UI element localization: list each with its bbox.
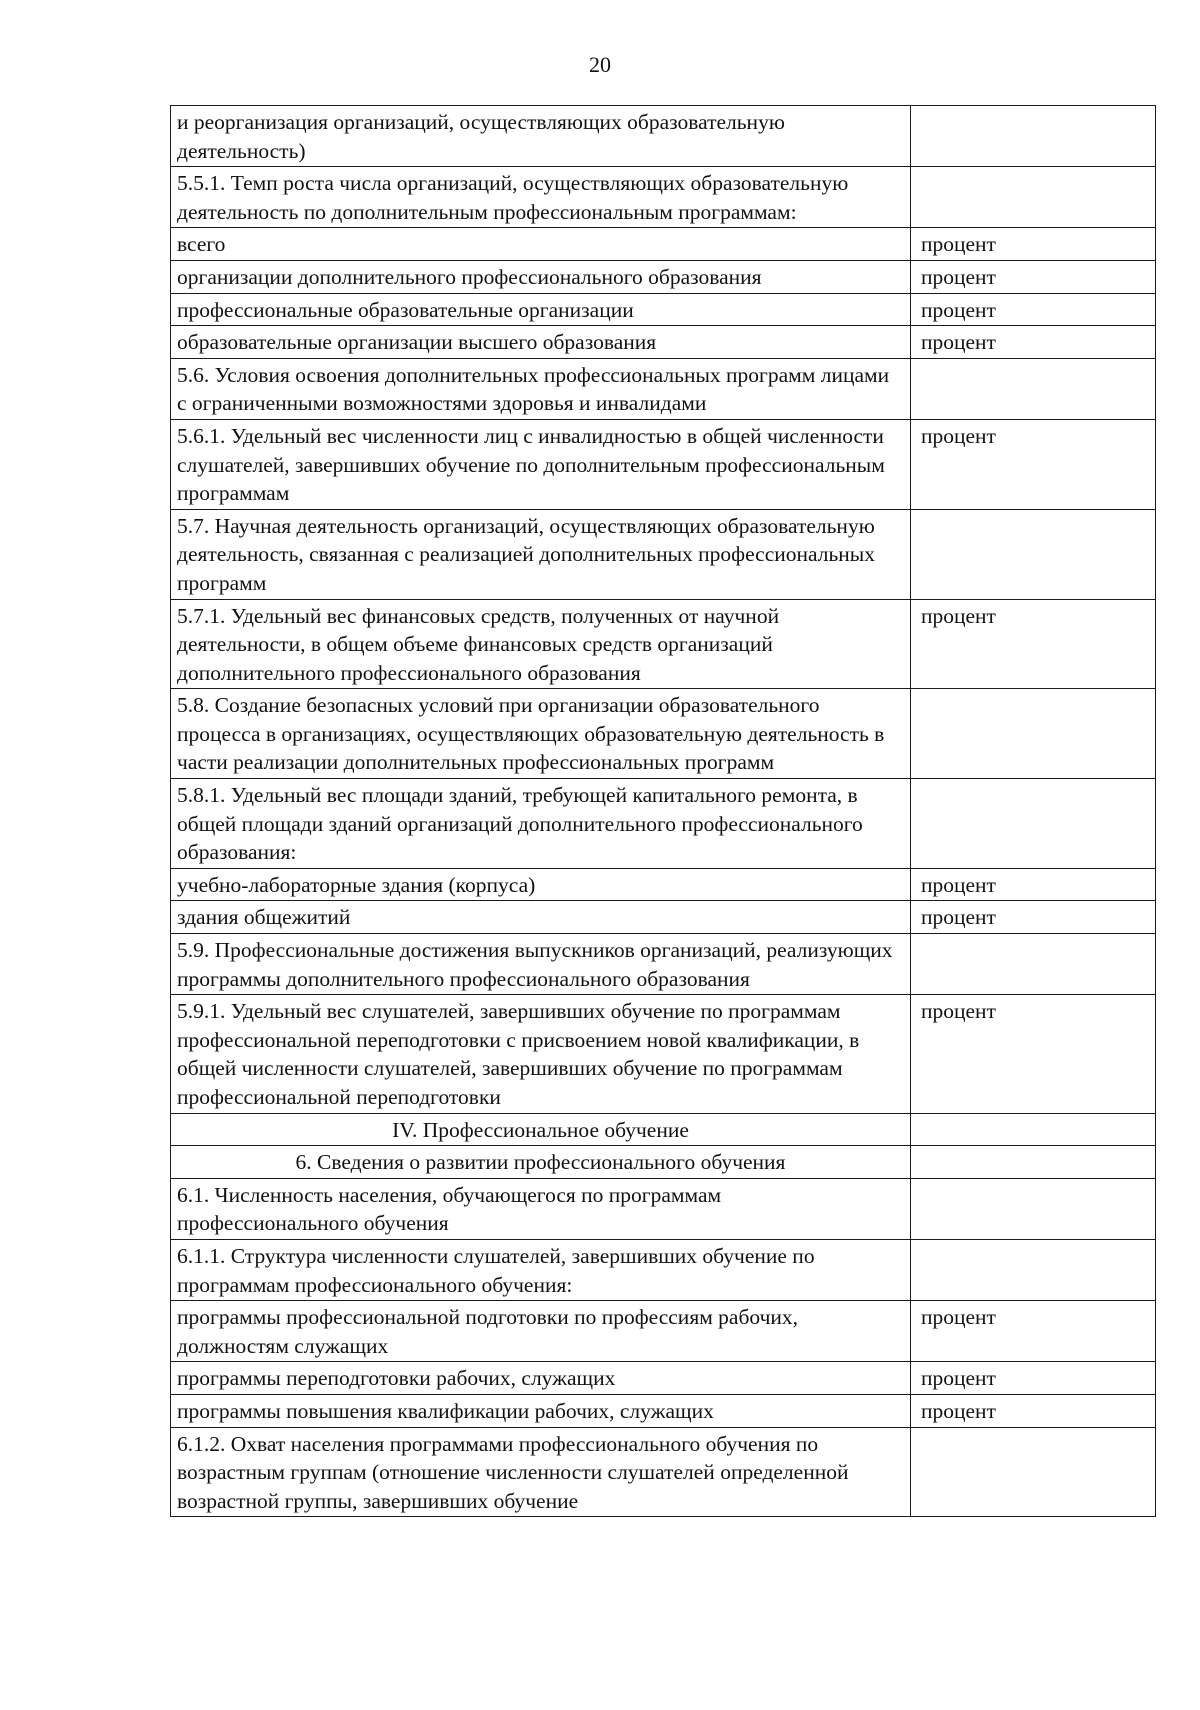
section-heading: 6. Сведения о развитии профессионального обучения: [171, 1146, 911, 1179]
indicator-name: профессиональные образовательные организации: [171, 293, 911, 326]
indicators-table: [170, 105, 1156, 1517]
indicator-unit: процент: [911, 419, 1156, 509]
indicator-unit: [911, 779, 1156, 869]
indicator-unit: [911, 1113, 1156, 1146]
indicator-unit: процент: [911, 1394, 1156, 1427]
indicator-name: 6.1.1. Структура численности слушателей, завершивших обучение по программам профессионального обучения:: [171, 1239, 911, 1300]
table-row: [171, 228, 1156, 261]
table-row: [171, 1239, 1156, 1300]
indicator-unit: процент: [911, 1362, 1156, 1395]
indicator-name: 5.9. Профессиональные достижения выпускников организаций, реализующих программы дополнительного профессионального образования: [171, 934, 911, 995]
indicator-unit: процент: [911, 1301, 1156, 1362]
indicator-name: 6.1. Численность населения, обучающегося по программам профессионального обучения: [171, 1178, 911, 1239]
table-row: [171, 1362, 1156, 1395]
indicator-unit: процент: [911, 326, 1156, 359]
indicator-unit: [911, 934, 1156, 995]
indicator-name: 5.8.1. Удельный вес площади зданий, требующей капитального ремонта, в общей площади зданий организаций дополнительного профессионального образования:: [171, 779, 911, 869]
section-heading-row: [171, 1146, 1156, 1179]
table-row: [171, 1301, 1156, 1362]
indicator-unit: процент: [911, 293, 1156, 326]
indicator-name: 5.7. Научная деятельность организаций, осуществляющих образовательную деятельность, связанная с реализацией дополнительных профессиональных программ: [171, 509, 911, 599]
table-row: [171, 509, 1156, 599]
table-row: [171, 901, 1156, 934]
indicator-name: организации дополнительного профессионального образования: [171, 260, 911, 293]
indicator-name: учебно-лабораторные здания (корпуса): [171, 868, 911, 901]
indicator-unit: процент: [911, 901, 1156, 934]
indicator-name: всего: [171, 228, 911, 261]
indicator-unit: [911, 689, 1156, 779]
table-row: [171, 293, 1156, 326]
table-row: [171, 358, 1156, 419]
table-row: [171, 260, 1156, 293]
page-number: 20: [589, 52, 611, 77]
indicator-name: образовательные организации высшего образования: [171, 326, 911, 359]
indicator-unit: процент: [911, 260, 1156, 293]
table-row: [171, 1178, 1156, 1239]
indicator-unit: процент: [911, 868, 1156, 901]
section-heading-row: [171, 1113, 1156, 1146]
table-row: [171, 167, 1156, 228]
table-row: [171, 1427, 1156, 1517]
table-row: [171, 868, 1156, 901]
indicator-name: 5.9.1. Удельный вес слушателей, завершивших обучение по программам профессиональной переподготовки с присвоением новой квалификации, в общей численности слушателей, завершивших обучение по программам профессиональной переподготовки: [171, 995, 911, 1113]
indicator-name: программы профессиональной подготовки по профессиям рабочих, должностям служащих: [171, 1301, 911, 1362]
table-row: [171, 779, 1156, 869]
indicator-unit: [911, 1427, 1156, 1517]
indicator-name: 6.1.2. Охват населения программами профессионального обучения по возрастным группам (отношение численности слушателей определенной возрастной группы, завершивших обучение: [171, 1427, 911, 1517]
indicator-unit: процент: [911, 599, 1156, 689]
indicator-name: программы повышения квалификации рабочих, служащих: [171, 1394, 911, 1427]
indicator-unit: процент: [911, 995, 1156, 1113]
indicator-name: 5.6.1. Удельный вес численности лиц с инвалидностью в общей численности слушателей, завершивших обучение по дополнительным профессиональным программам: [171, 419, 911, 509]
indicator-name: здания общежитий: [171, 901, 911, 934]
indicator-unit: [911, 1178, 1156, 1239]
indicator-name: 5.6. Условия освоения дополнительных профессиональных программ лицами с ограниченными возможностями здоровья и инвалидами: [171, 358, 911, 419]
indicator-unit: [911, 509, 1156, 599]
indicator-name: 5.5.1. Темп роста числа организаций, осуществляющих образовательную деятельность по дополнительным профессиональным программам:: [171, 167, 911, 228]
table-row: [171, 326, 1156, 359]
table-row: [171, 995, 1156, 1113]
indicator-unit: [911, 1239, 1156, 1300]
table-row: [171, 1394, 1156, 1427]
indicator-name: и реорганизация организаций, осуществляющих образовательную деятельность): [171, 106, 911, 167]
indicator-unit: [911, 1146, 1156, 1179]
indicator-unit: [911, 167, 1156, 228]
table-row: [171, 599, 1156, 689]
indicator-unit: [911, 106, 1156, 167]
table-row: [171, 419, 1156, 509]
table-row: [171, 934, 1156, 995]
indicator-name: программы переподготовки рабочих, служащих: [171, 1362, 911, 1395]
indicator-name: 5.7.1. Удельный вес финансовых средств, полученных от научной деятельности, в общем объеме финансовых средств организаций дополнительного профессионального образования: [171, 599, 911, 689]
table-row: [171, 106, 1156, 167]
indicator-unit: процент: [911, 228, 1156, 261]
section-heading: IV. Профессиональное обучение: [171, 1113, 911, 1146]
indicator-unit: [911, 358, 1156, 419]
indicator-name: 5.8. Создание безопасных условий при организации образовательного процесса в организациях, осуществляющих образовательную деятельность в части реализации дополнительных профессиональных программ: [171, 689, 911, 779]
table-row: [171, 689, 1156, 779]
